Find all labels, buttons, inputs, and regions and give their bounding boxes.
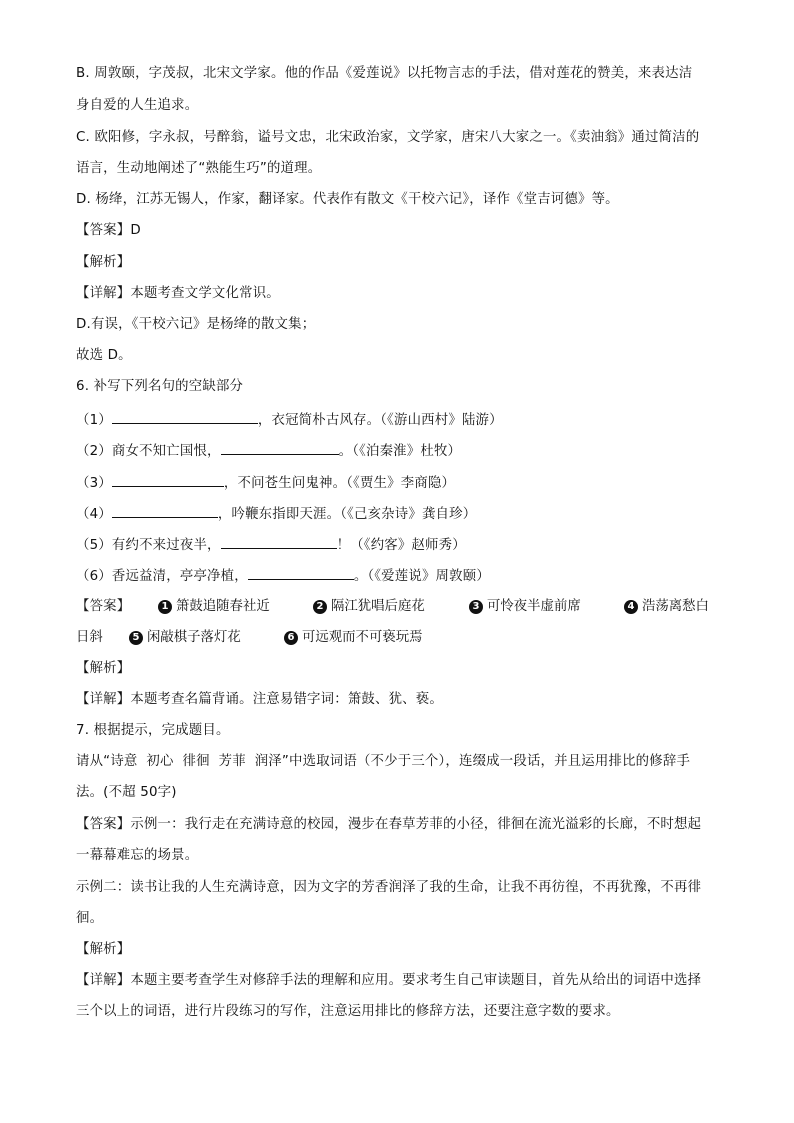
question-7-prompt-2: 法。(不超 50字) <box>76 785 177 800</box>
number-circle: 4 <box>624 600 638 614</box>
detail-7-line1 <box>76 971 701 991</box>
answer-6-item-1 <box>158 597 270 617</box>
answer-6-item-5 <box>129 628 241 648</box>
q6-item-5 <box>76 534 466 556</box>
answer-6-item-2 <box>313 597 425 617</box>
answer-tag: 【答案】 <box>76 223 131 238</box>
option-c-line1: C. 欧阳修，字永叔，号醉翁，谥号文忠，北宋政治家，文学家，唐宋八大家之一。《卖油翁》通过简洁的 <box>76 130 700 145</box>
detail-tag: 【详解】 <box>76 286 131 301</box>
answer-value: D <box>130 223 141 238</box>
q6-item-2-suffix: 。（《泊秦淮》杜牧） <box>338 444 462 459</box>
answer-6-text-1: 箫鼓追随春社近 <box>176 599 270 614</box>
blank-line <box>221 440 339 455</box>
answer-6-text-4: 浩荡离愁白 <box>642 599 709 614</box>
option-d-line: D. 杨绛，江苏无锡人，作家，翻译家。代表作有散文《干校六记》，译作《堂吉诃德》等。 <box>76 192 619 207</box>
q6-item-6-text: （6）香远益清，亭亭净植， <box>76 569 248 584</box>
q6-item-4 <box>76 503 476 525</box>
q6-item-3-text: ，不问苍生问鬼神。（《贾生》李商隐） <box>223 476 456 491</box>
q6-item-2-text: （2）商女不知亡国恨， <box>76 444 221 459</box>
number-circle: 5 <box>129 631 143 645</box>
answer-6-cont: 日斜 <box>76 630 103 645</box>
detail-tag: 【详解】 <box>76 973 131 988</box>
q6-item-6 <box>76 565 490 587</box>
answer-7-line1 <box>76 815 701 835</box>
option-b-line1: B. 周敦颐，字茂叔，北宋文学家。他的作品《爱莲说》以托物言志的手法，借对莲花的赞美，来表达洁 <box>76 66 693 81</box>
answer-6-item-6 <box>284 628 423 648</box>
q6-item-4-prefix: （4） <box>76 507 112 522</box>
answer-5 <box>76 221 141 241</box>
detail-6 <box>76 690 443 710</box>
detail-tag: 【详解】 <box>76 692 131 707</box>
detail-text: 本题主要考查学生对修辞手法的理解和应用。要求考生自己审读题目，首先从给出的词语中选择 <box>130 973 702 988</box>
q6-item-5-text: （5）有约不来过夜半， <box>76 538 221 553</box>
blank-line <box>112 472 224 487</box>
q6-item-1-text: ，衣冠简朴古风存。（《游山西村》陆游） <box>257 413 503 428</box>
number-circle: 6 <box>284 631 298 645</box>
answer-7-line4: 徊。 <box>76 911 104 926</box>
q6-item-1-prefix: （1） <box>76 413 112 428</box>
answer-6-item-3 <box>469 597 581 617</box>
detail-5-line2: D.有误，《干校六记》是杨绛的散文集； <box>76 317 316 332</box>
answer-7-line3: 示例二：读书让我的人生充满诗意，因为文字的芳香润泽了我的生命，让我不再彷徨，不再犹豫，不再徘 <box>76 880 702 895</box>
answer-6-text-5: 闲敲棋子落灯花 <box>147 630 241 645</box>
answer-tag: 【答案】 <box>76 817 131 832</box>
detail-5 <box>76 284 280 304</box>
answer-6-tag: 【答案】 <box>76 599 131 614</box>
q6-item-4-text: ，吟鞭东指即天涯。（《己亥杂诗》龚自珍） <box>217 507 477 522</box>
detail-text: 本题考查文学文化常识。 <box>130 286 280 301</box>
analysis-tag-5: 【解析】 <box>76 255 131 270</box>
number-circle: 3 <box>469 600 483 614</box>
option-b-line2: 身自爱的人生追求。 <box>76 98 199 113</box>
answer-6-text-6: 可远观而不可亵玩焉 <box>302 630 423 645</box>
analysis-tag-7: 【解析】 <box>76 942 131 957</box>
q6-item-5-suffix: ！（《约客》赵师秀） <box>336 538 466 553</box>
q6-item-3-prefix: （3） <box>76 476 112 491</box>
q6-item-3 <box>76 472 455 494</box>
answer-6-text-2: 隔江犹唱后庭花 <box>331 599 425 614</box>
answer-6-text-3: 可怜夜半虚前席 <box>487 599 581 614</box>
question-7-title: 7. 根据提示，完成题目。 <box>76 723 230 738</box>
analysis-tag-6: 【解析】 <box>76 661 131 676</box>
option-c-line2: 语言，生动地阐述了“熟能生巧”的道理。 <box>76 161 322 176</box>
blank-line <box>112 409 258 424</box>
blank-line <box>221 534 337 549</box>
answer-text: 示例一：我行走在充满诗意的校园，漫步在春草芳菲的小径，徘徊在流光溢彩的长廊，不时想起 <box>130 817 702 832</box>
q6-item-1 <box>76 409 503 431</box>
q6-item-2 <box>76 440 461 462</box>
number-circle: 1 <box>158 600 172 614</box>
q6-item-6-suffix: 。（《爱莲说》周敦颐） <box>353 569 490 584</box>
detail-7-line2: 三个以上的词语，进行片段练习的写作，注意运用排比的修辞方法，还要注意字数的要求。 <box>76 1004 620 1019</box>
answer-7-line2: 一幕幕难忘的场景。 <box>76 848 199 863</box>
blank-line <box>248 565 354 580</box>
question-6-title: 6. 补写下列名句的空缺部分 <box>76 379 244 394</box>
number-circle: 2 <box>313 600 327 614</box>
detail-text: 本题考查名篇背诵。注意易错字词：箫鼓、犹、亵。 <box>130 692 443 707</box>
blank-line <box>112 503 218 518</box>
detail-5-line3: 故选 D。 <box>76 348 132 363</box>
answer-6-item-4 <box>624 597 709 617</box>
question-7-prompt-1: 请从“诗意 初心 徘徊 芳菲 润泽”中选取词语（不少于三个），连缀成一段话，并且运用排比的修辞手 <box>76 754 691 769</box>
